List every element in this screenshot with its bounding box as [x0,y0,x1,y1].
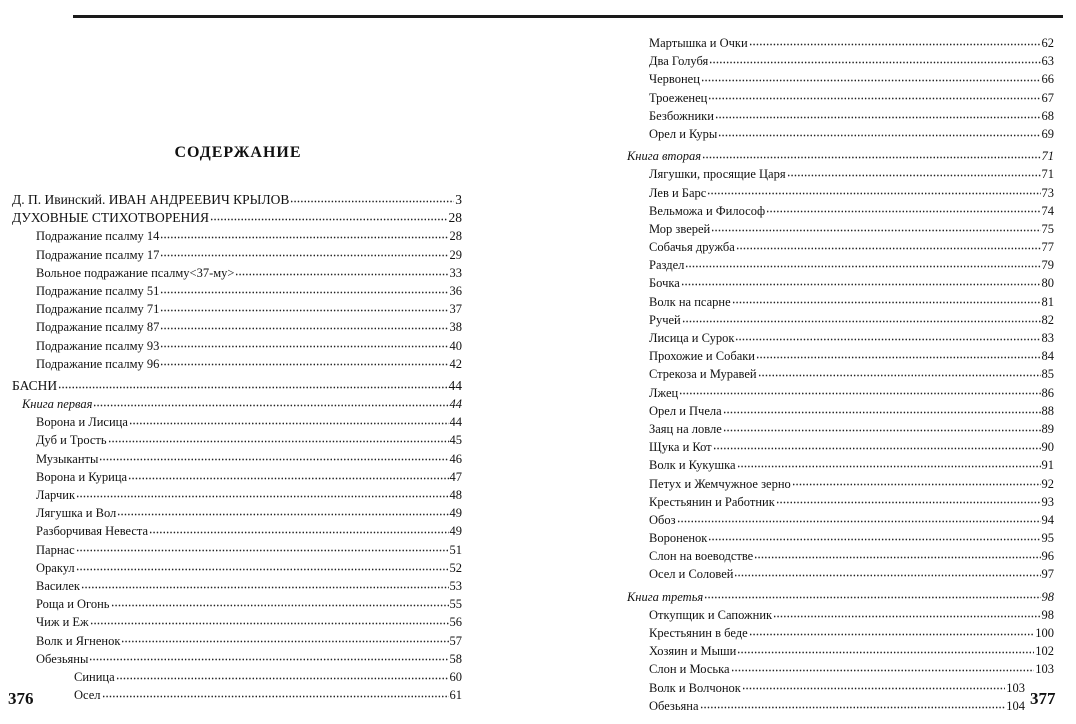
right-page [538,0,1076,724]
toc-entry[interactable]: Дуб и Трость 45 [36,433,462,448]
toc-entry[interactable]: Ручей 82 [649,312,1054,327]
page-title: СОДЕРЖАНИЕ [174,144,302,161]
toc-section[interactable]: Книга первая 44 [22,397,462,412]
toc-entry[interactable]: Подражание псалму 71 37 [36,302,462,317]
toc-section[interactable]: Книга вторая 71 [627,149,1054,164]
toc-list-right [617,34,1054,715]
toc-entry[interactable]: Вороненок 95 [649,531,1054,546]
toc-entry[interactable]: Заяц на ловле 89 [649,421,1054,436]
toc-entry[interactable]: Собачья дружба 77 [649,240,1054,255]
toc-entry[interactable]: Василек 53 [36,578,462,593]
toc-entry[interactable]: Волк и Кукушка 91 [649,458,1054,473]
toc-entry[interactable]: Щука и Кот 90 [649,440,1054,455]
toc-entry[interactable]: Хозяин и Мыши 102 [649,644,1054,659]
toc-entry[interactable]: Стрекоза и Муравей 85 [649,367,1054,382]
toc-entry[interactable]: Раздел 79 [649,258,1054,273]
toc-entry[interactable]: Прохожие и Собаки 84 [649,349,1054,364]
toc-entry[interactable]: Чиж и Еж 56 [36,615,462,630]
toc-entry[interactable]: Вольное подражание псалму<37-му> 33 [36,265,462,280]
toc-entry[interactable]: Волк и Волчонок 103 [649,680,1025,695]
toc-entry[interactable]: БАСНИ 44 [12,377,462,393]
toc-entry[interactable]: Вельможа и Философ 74 [649,203,1054,218]
toc-entry[interactable]: Обезьяны 58 [36,651,462,666]
toc-entry[interactable]: Разборчивая Невеста 49 [36,524,462,539]
toc-entry[interactable]: Лягушка и Вол 49 [36,506,462,521]
toc-entry[interactable]: Червонец 66 [649,72,1054,87]
toc-entry[interactable]: Подражание псалму 14 28 [36,229,462,244]
toc-entry[interactable]: Орел и Пчела 88 [649,403,1054,418]
toc-entry[interactable]: ДУХОВНЫЕ СТИХОТВОРЕНИЯ 28 [12,210,462,226]
toc-entry[interactable]: Лжец 86 [649,385,1054,400]
toc-entry[interactable]: Д. П. Ивинский. ИВАН АНДРЕЕВИЧ КРЫЛОВ 3 [12,192,462,207]
toc-entry[interactable]: Лягушки, просящие Царя 71 [649,167,1054,182]
toc-entry[interactable]: Крестьянин и Работник 93 [649,494,1054,509]
toc-entry[interactable]: Троеженец 67 [649,90,1054,105]
toc-entry[interactable]: Два Голубя 63 [649,54,1054,69]
toc-entry[interactable]: Обезьяна 104 [649,698,1025,713]
toc-entry[interactable]: Лев и Барс 73 [649,185,1054,200]
toc-list-left [12,191,462,704]
toc-entry[interactable]: Бочка 80 [649,276,1054,291]
toc-entry[interactable]: Осел и Соловей 97 [649,567,1054,582]
toc-entry[interactable]: Обоз 94 [649,512,1054,527]
toc-entry[interactable]: Мор зверей 75 [649,221,1054,236]
toc-entry[interactable]: Ларчик 48 [36,488,462,502]
toc-entry[interactable]: Слон на воеводстве 96 [649,549,1054,564]
toc-entry[interactable]: Орел и Куры 69 [649,126,1054,141]
page-number-left: 376 [8,689,34,708]
toc-entry[interactable]: Синица 60 [74,669,462,684]
toc-entry[interactable]: Оракул 52 [36,560,462,575]
toc-entry[interactable]: Осел 61 [74,688,462,703]
toc-entry[interactable]: Мартышка и Очки 62 [649,36,1054,50]
toc-entry[interactable]: Слон и Моська 103 [649,662,1054,677]
toc-entry[interactable]: Волк и Ягненок 57 [36,633,462,648]
toc-entry[interactable]: Музыканты 46 [36,451,462,466]
toc-entry[interactable]: Безбожники 68 [649,108,1054,123]
toc-entry[interactable]: Ворона и Курица 47 [36,469,462,484]
toc-entry[interactable]: Роща и Огонь 55 [36,597,462,612]
toc-section[interactable]: Книга третья 98 [627,589,1054,604]
toc-entry[interactable]: Лисица и Сурок 83 [649,331,1054,345]
toc-entry[interactable]: Парнас 51 [36,542,462,557]
toc-entry[interactable]: Подражание псалму 17 29 [36,247,462,262]
toc-entry[interactable]: Волк на псарне 81 [649,294,1054,309]
toc-entry[interactable]: Откупщик и Сапожник 98 [649,607,1054,622]
toc-entry[interactable]: Подражание псалму 96 42 [36,356,462,371]
toc-entry[interactable]: Подражание псалму 93 40 [36,338,462,353]
toc-entry[interactable]: Подражание псалму 87 38 [36,320,462,335]
toc-entry[interactable]: Ворона и Лисица 44 [36,415,462,430]
page-number-right: 377 [1030,689,1056,708]
toc-entry[interactable]: Подражание псалму 51 36 [36,283,462,298]
toc-entry[interactable]: Петух и Жемчужное зерно 92 [649,476,1054,491]
toc-entry[interactable]: Крестьянин в беде 100 [649,626,1054,640]
